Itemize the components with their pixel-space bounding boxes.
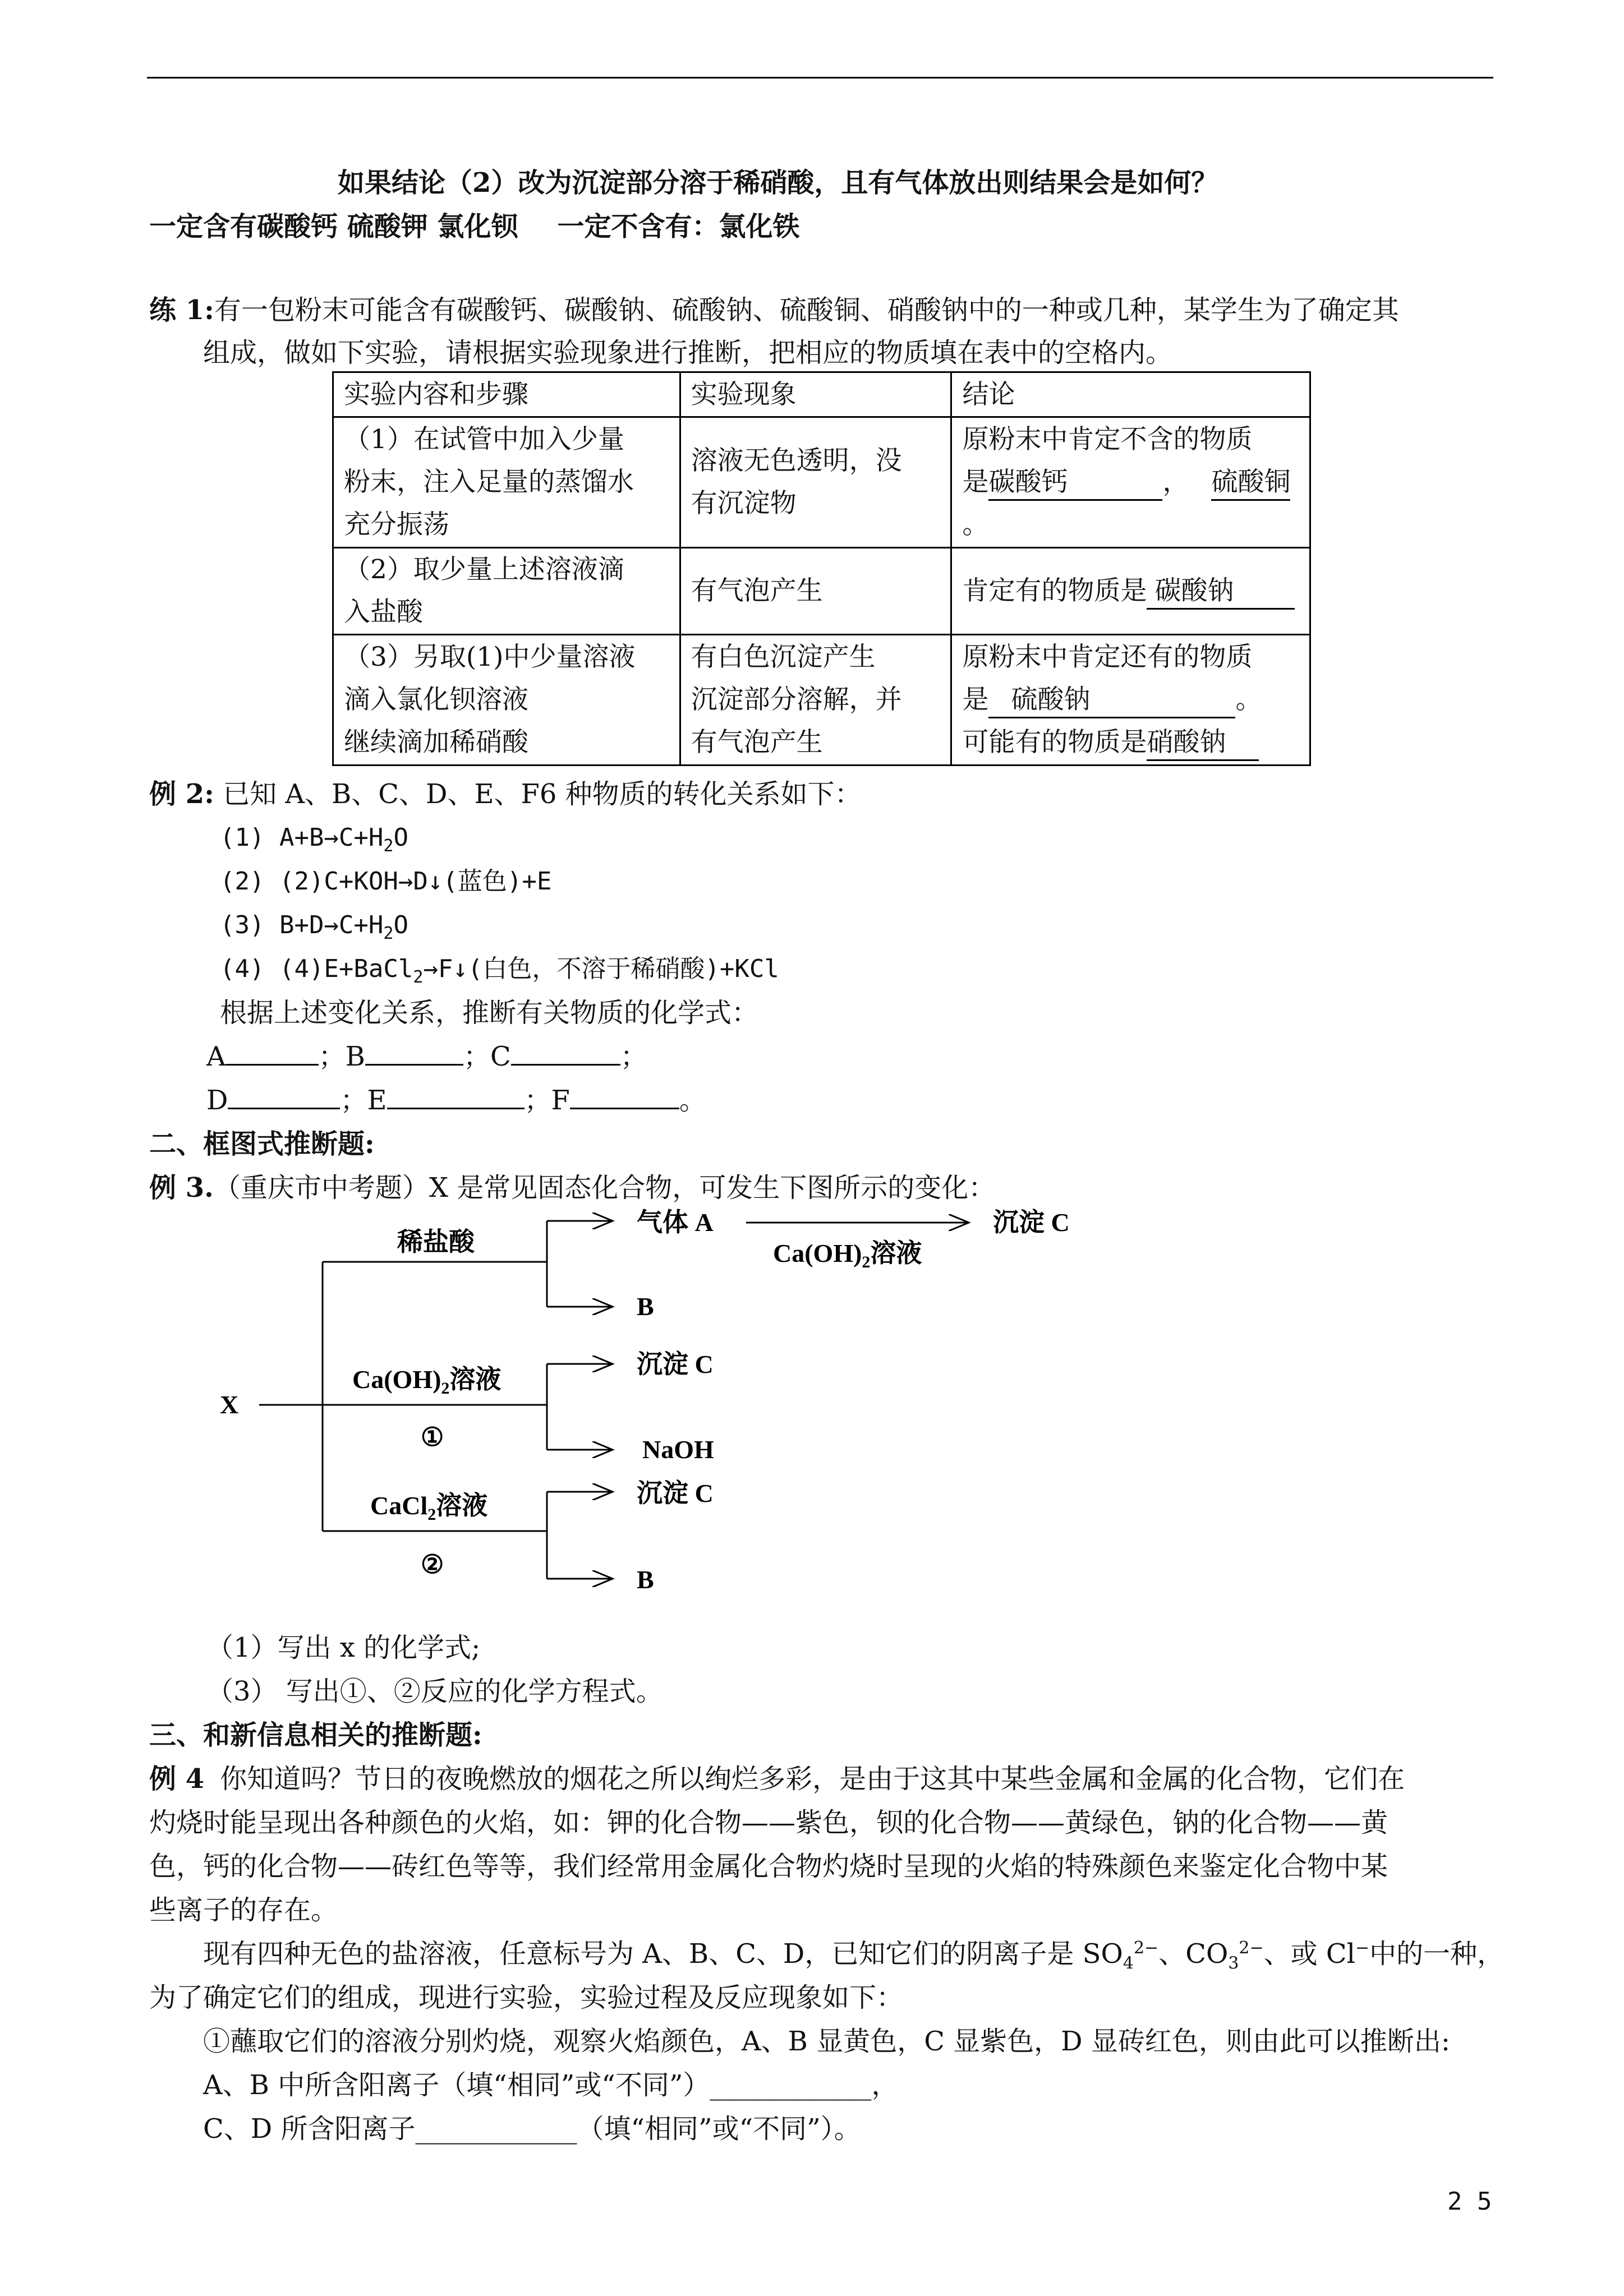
cell-line: 有白色沉淀产生 [691, 642, 876, 672]
equation-4: (4) (4)E+BaCl$_2$→F↓(白色，不溶于稀硝酸)+KCl [220, 955, 779, 987]
label-acid: 稀盐酸 [397, 1228, 475, 1256]
label-precip-c-1: 沉淀 C [993, 1208, 1070, 1237]
cell-line: 有气泡产生 [691, 575, 823, 606]
example4-line3: 色，钙的化合物——砖红色等等，我们经常用金属化合物灼烧时呈现的火焰的特殊颜色来鉴定化合物中某 [149, 1851, 1388, 1882]
cell-line: （3）另取(1)中少量溶液 [344, 642, 636, 672]
example2-intro: 已知 A、B、C、D、E、F6 种物质的转化关系如下： [223, 778, 862, 810]
cell-line: 继续滴加稀硝酸 [344, 727, 528, 758]
cell-line: 充分振荡 [344, 509, 449, 540]
answer-underlined: 碳酸钙 [988, 465, 1162, 501]
maybe-prefix: 可能有的物质是 [962, 727, 1147, 758]
answer-underlined: 碳酸钠 [1147, 574, 1295, 610]
label-reagent-mid: $Ca(OH)_2$溶液 [352, 1365, 502, 1398]
table-header-cell: 实验现象 [680, 372, 951, 417]
example4-line2: 灼烧时能呈现出各种颜色的火焰，如：钾的化合物——紫色，钡的化合物——黄绿色，钠的化合物——黄 [149, 1807, 1388, 1838]
example2-ask: 根据上述变化关系，推断有关物质的化学式： [220, 997, 759, 1029]
answer-underlined: 硫酸铜 [1211, 465, 1290, 501]
cell-line: （1）在试管中加入少量 [344, 424, 624, 455]
label-circle-1: ① [421, 1423, 444, 1451]
practice1-text2: 组成，做如下实验，请根据实验现象进行推断，把相应的物质填在表中的空格内。 [203, 337, 1173, 368]
example4-label: 例 4 [149, 1763, 205, 1795]
label-precip-c-3: 沉淀 C [637, 1479, 714, 1507]
example4-text: 你知道吗？节日的夜晚燃放的烟花之所以绚烂多彩，是由于这其中某些金属和金属的化合物，它们在 [220, 1763, 1405, 1795]
example3-q3: （3） 写出①、②反应的化学方程式。 [206, 1676, 663, 1707]
cell-line: 溶液无色透明，没 [691, 445, 902, 476]
table-header-cell: 结论 [951, 372, 1310, 417]
equation-2: (2) (2)C+KOH→D↓(蓝色)+E [220, 867, 552, 896]
example3-q1: （1）写出 x 的化学式; [206, 1632, 481, 1663]
blank-label: ；C [463, 1041, 511, 1072]
cell-line: 滴入氯化钡溶液 [344, 684, 528, 715]
label-circle-2: ② [421, 1550, 444, 1579]
label-cacl: CaCl$_2$溶液 [370, 1491, 488, 1524]
example4-p3-line1: ①蘸取它们的溶液分别灼烧，观察火焰颜色，A、B 显黄色，C 显紫色，D 显砖红色，则由此可以推断出: [203, 2026, 1451, 2057]
blank-label: D [206, 1085, 228, 1116]
conclusion-is: 是 [962, 467, 989, 497]
label-reagent-top: $Ca(OH)_2$溶液 [773, 1239, 922, 1271]
cell-line: 沉淀部分溶解，并 [691, 684, 902, 715]
label-b-2: B [637, 1565, 654, 1594]
equation-3: (3) $B+D\to C+H_2O$ [220, 911, 408, 943]
answer-blank[interactable]: ____________ [710, 2069, 872, 2101]
conclusion-is: 是 [962, 684, 989, 715]
example4-p2-line2: 为了确定它们的组成，现进行实验，实验过程及反应现象如下： [149, 1982, 904, 2013]
answer-contains: 一定含有碳酸钙 硫酸钾 氯化钡 [149, 211, 518, 242]
cell-line: 入盐酸 [344, 597, 423, 628]
period: 。 [1235, 684, 1262, 715]
answer-underlined: 硝酸钠 [1147, 726, 1259, 761]
practice1-label: 练 1: [149, 294, 214, 326]
answer-underlined: 硫酸钠 [988, 683, 1235, 718]
label-x: X [220, 1390, 239, 1419]
practice1-text1: 有一包粉末可能含有碳酸钙、碳酸钠、硫酸钠、硫酸铜、硝酸钠中的一种或几种，某学生为了确定其 [214, 294, 1399, 326]
example4-p3-line3: C、D 所含阳离子____________（填“相同”或“不同”）。 [203, 2113, 861, 2145]
question-if: 如果结论（2）改为沉淀部分溶于稀硝酸，且有气体放出则结果会是如何？ [338, 167, 1218, 199]
label-b-1: B [637, 1292, 654, 1321]
blank-label: ；E [340, 1085, 387, 1116]
conclusion-prefix: 肯定有的物质是 [962, 575, 1147, 606]
example4-p3-line2: A、B 中所含阳离子（填“相同”或“不同”）____________， [203, 2069, 899, 2101]
example4-line1 [149, 1758, 1405, 1800]
section3-heading: 三、和新信息相关的推断题: [149, 1719, 482, 1751]
example3-label: 例 3. [149, 1172, 214, 1204]
cell-line: 有沉淀物 [691, 488, 797, 519]
cell-line: 。 [962, 509, 989, 540]
cell-line: 原粉末中肯定不含的物质 [962, 424, 1253, 455]
cell-line: 原粉末中肯定还有的物质 [962, 642, 1253, 672]
page-number: 2 5 [1447, 2187, 1492, 2216]
blank-label: ；F [524, 1085, 570, 1116]
section2-heading: 二、框图式推断题: [149, 1128, 375, 1160]
example2-label: 例 2: [149, 778, 214, 810]
blank-label: A [206, 1041, 226, 1072]
blank-label: ； [620, 1041, 647, 1072]
separator: ， [1162, 467, 1189, 497]
label-precip-c-2: 沉淀 C [637, 1350, 714, 1378]
blank-label: ；B [318, 1041, 365, 1072]
label-gas-a: 气体 A [637, 1208, 714, 1237]
answer-blank[interactable]: ____________ [415, 2113, 577, 2145]
example3-text: （重庆市中考题）X 是常见固态化合物，可发生下图所示的变化： [213, 1172, 996, 1204]
cell-line: 粉末，注入足量的蒸馏水 [344, 467, 634, 497]
equation-1: (1) $A+B\to C+H_2O$ [220, 823, 408, 856]
example4-p2-line1: 现有四种无色的盐溶液，任意标号为 A、B、C、D，已知它们的阴离子是 $SO_4^{2-}$、$CO_3^{2-}$、或 Cl−中的一种， [203, 1938, 1505, 1974]
example4-line4: 些离子的存在。 [149, 1894, 338, 1926]
blank-label: 。 [679, 1085, 706, 1116]
cell-line: （2）取少量上述溶液滴 [344, 554, 624, 585]
answer-not-contains: 一定不含有：氯化铁 [557, 211, 800, 242]
label-naoh: NaOH [642, 1435, 714, 1464]
table-header-cell: 实验内容和步骤 [333, 372, 680, 417]
cell-line: 有气泡产生 [691, 727, 823, 758]
